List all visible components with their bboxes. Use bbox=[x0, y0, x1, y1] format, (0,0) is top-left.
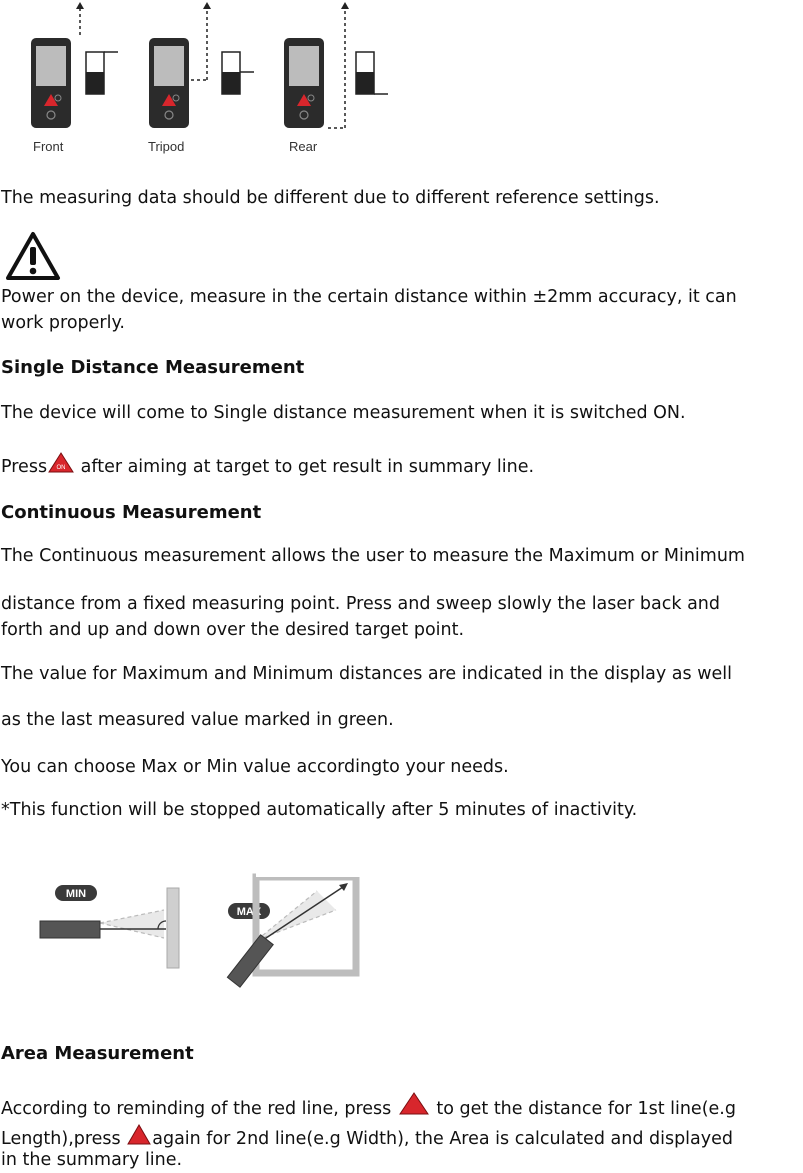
continuous-paragraph-5: You can choose Max or Min value accordingto your needs. bbox=[1, 757, 509, 777]
device-rear-illustration bbox=[284, 2, 388, 128]
area-line2-pre: Length),press bbox=[1, 1129, 127, 1149]
area-line1-pre: According to reminding of the red line, press bbox=[1, 1099, 397, 1119]
warning-icon bbox=[5, 230, 61, 282]
min-measurement-illustration bbox=[40, 885, 179, 968]
device-front-illustration bbox=[31, 2, 118, 128]
instruction-after-text: after aiming at target to get result in summary line. bbox=[75, 457, 535, 477]
caption-tripod: Tripod bbox=[148, 139, 185, 154]
area-line2-post: again for 2nd line(e.g Width), the Area is calculated and displayed bbox=[152, 1129, 733, 1149]
continuous-paragraph-2a: distance from a fixed measuring point. Press and sweep slowly the laser back and bbox=[1, 594, 720, 614]
single-distance-paragraph: The device will come to Single distance measurement when it is switched ON. bbox=[1, 403, 686, 423]
reference-note: The measuring data should be different due to different reference settings. bbox=[1, 188, 660, 208]
warning-text-line2: work properly. bbox=[1, 313, 125, 333]
area-second-button-icon bbox=[126, 1124, 152, 1146]
continuous-paragraph-2b: forth and up and down over the desired target point. bbox=[1, 620, 465, 640]
area-measure-button-icon bbox=[397, 1092, 431, 1116]
continuous-paragraph-1: The Continuous measurement allows the user to measure the Maximum or Minimum bbox=[1, 546, 745, 566]
single-distance-heading: Single Distance Measurement bbox=[1, 357, 305, 378]
reference-settings-figure bbox=[0, 0, 420, 165]
measure-button-icon bbox=[47, 452, 75, 474]
min-label: MIN bbox=[65, 888, 87, 900]
warning-text-line1: Power on the device, measure in the certain distance within ±2mm accuracy, it can bbox=[1, 287, 737, 307]
device-tripod-illustration bbox=[149, 2, 254, 128]
min-max-figure bbox=[30, 870, 370, 1005]
instruction-press-text: Press bbox=[1, 457, 48, 477]
continuous-heading: Continuous Measurement bbox=[1, 502, 262, 523]
area-paragraph-line2 bbox=[1, 1124, 733, 1149]
area-paragraph-line1 bbox=[1, 1092, 736, 1119]
area-line1-post: to get the distance for 1st line(e.g bbox=[430, 1099, 736, 1119]
continuous-paragraph-6: *This function will be stopped automatically after 5 minutes of inactivity. bbox=[1, 800, 638, 820]
caption-front: Front bbox=[33, 139, 64, 154]
single-distance-instruction bbox=[1, 452, 534, 477]
caption-rear: Rear bbox=[289, 139, 318, 154]
max-measurement-illustration bbox=[227, 873, 360, 987]
continuous-paragraph-4: as the last measured value marked in green. bbox=[1, 710, 394, 730]
continuous-paragraph-3: The value for Maximum and Minimum distances are indicated in the display as well bbox=[1, 664, 733, 684]
area-paragraph-line3: in the summary line. bbox=[1, 1150, 183, 1170]
svg-text:ON: ON bbox=[56, 465, 66, 471]
area-heading: Area Measurement bbox=[1, 1043, 194, 1064]
max-label: MAX bbox=[236, 906, 262, 918]
